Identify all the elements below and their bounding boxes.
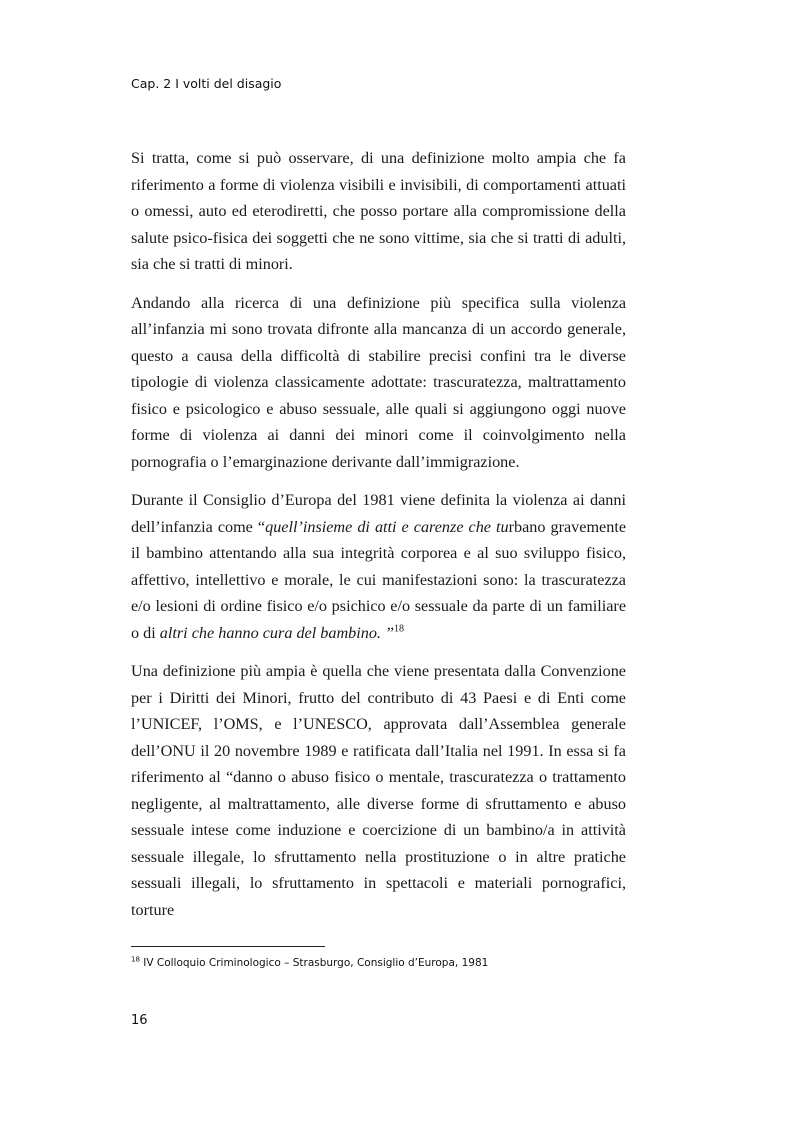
paragraph-4: Una definizione più ampia è quella che viene presentata dalla Convenzione per i Diritti dei Minori, frutto del contributo di 43 Paesi e di Enti come l’UNICEF, l’OMS, e l’UNESCO, approvata dall’Assemblea generale dell’ONU il 20 novembre 1989 e ratificata dall’Italia nel 1991. In essa si fa riferimento al “danno o abuso fisico o mentale, trascuratezza o trattamento negligente, al maltrattamento, alle diverse forme di sfruttamento e abuso sessuale intese come induzione e coercizione di un bambino/a in attività sessuale illegale, lo sfruttamento nella prostituzione o in altre pratiche sessuali illegali, lo sfruttamento in spettacoli e materiali pornografici, torture: [131, 662, 626, 919]
quote-italic-start: quell’insieme di atti e carenze che tu: [265, 517, 509, 536]
footnote-number: 18: [131, 955, 140, 964]
quote-lead: Durante il Consiglio d’Europa del 1981 viene definita la violenza ai danni dell’infanzia come “: [131, 491, 626, 536]
footnote-divider: [131, 946, 325, 947]
paragraph-2: Andando alla ricerca di una definizione più specifica sulla violenza all’infanzia mi sono trovata difronte alla mancanza di un accordo generale, questo a causa della difficoltà di stabilire precisi confini tra le diverse tipologie di violenza classicamente adottate: trascuratezza, maltrattamento fisico e psicologico e abuso sessuale, alle quali si aggiungono oggi nuove forme di violenza ai danni dei minori come il coinvolgimento nella pornografia o l’emarginazione derivante dall’immigrazione.: [131, 293, 626, 471]
running-header: Cap. 2 I volti del disagio: [131, 76, 282, 91]
body-text: [131, 145, 626, 935]
quote-close: ”: [380, 623, 395, 642]
paragraph-1: Si tratta, come si può osservare, di una definizione molto ampia che fa riferimento a forme di violenza visibili e invisibili, di comportamenti attuati o omessi, auto ed eterodiretti, che posso portare alla compromissione della salute psico-fisica dei soggetti che ne sono vittime, sia che si tratti di adulti, sia che si tratti di minori.: [131, 149, 626, 273]
footnote: [131, 957, 488, 969]
footnote-text: IV Colloquio Criminologico – Strasburgo, Consiglio d’Europa, 1981: [139, 957, 489, 969]
paragraph-3: [131, 487, 626, 646]
quote-middle: rbano gravemente il bambino attentando alla sua integrità corporea e al suo sviluppo fisico, affettivo, intellettivo e morale, le cui manifestazioni sono: la trascuratezza e/o lesioni di ordine fisico e/o psichico e/o sessuale da parte di un familiare o di: [131, 517, 627, 642]
footnote-ref[interactable]: 18: [394, 623, 405, 635]
quote-italic-end: altri che hanno cura del bambino.: [159, 623, 381, 642]
page-number: 16: [131, 1013, 148, 1028]
